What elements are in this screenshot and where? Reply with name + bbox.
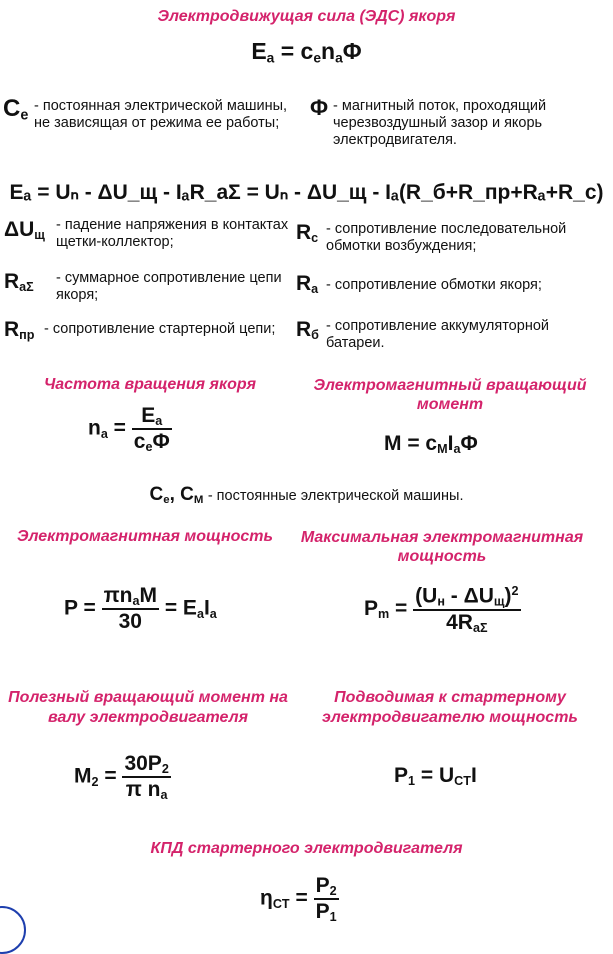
formula-voltage: Eₐ = Uₙ - ΔU_щ - IₐR_aΣ = Uₙ - ΔU_щ - Iₐ(R_б+R_пр+Rₐ+R_c) — [9, 181, 604, 204]
heading-useful-torque: Полезный вращающий момент на валу электродвигателя — [8, 689, 288, 726]
phi-symbol: Φ — [310, 95, 329, 120]
formula-torque: $M = c_MI_a\Phi$ — [384, 432, 478, 457]
formula-input-power: $P_1 = U_{CT}I$ — [394, 764, 477, 789]
heading-input-power: Подводимая к стартерному электродвигателю мощность — [322, 689, 578, 726]
r-pr-symbol: $R_{пр}$ — [4, 318, 35, 343]
decorative-circle — [0, 906, 26, 954]
heading-emf: Электродвижущая сила (ЭДС) якоря — [157, 8, 456, 25]
constants-line: $C_e$, $C_M$ - постоянные электрической машины. — [149, 484, 464, 506]
formula-power: P = $\frac{\pi n_aM}{30}$ = $E_aI_a$ — [64, 584, 217, 634]
heading-efficiency: КПД стартерного электродвигателя — [150, 840, 463, 857]
heading-max-power: Максимальная электромагнитная мощность — [300, 529, 584, 565]
formula-useful-torque: $M_2$ = $\frac{30P_2}{\pi n_a}$ — [74, 752, 169, 803]
r-a-symbol: $R_a$ — [296, 272, 319, 297]
r-b-description: - сопротивление аккумуляторной батареи. — [326, 318, 549, 351]
delta-u-symbol: $\Delta U_щ$ — [4, 218, 45, 243]
formula-speed: $n_a$ = $\frac{E_a}{c_e\Phi}$ — [88, 404, 170, 455]
formula-efficiency: $\eta_{CT}$ = $\frac{P_2}{P_1}$ — [260, 874, 337, 925]
r-a-description: - сопротивление обмотки якоря; — [326, 277, 542, 293]
heading-torque: Электромагнитный вращающий момент — [313, 377, 587, 413]
ce-description: - постоянная электрической машины, не зависящая от режима ее работы; — [34, 98, 288, 131]
r-c-symbol: $R_c$ — [296, 221, 319, 246]
phi-description: - магнитный поток, проходящий черезвоздушный зазор и якорь электродвигателя. — [333, 98, 547, 148]
r-a-sigma-description: - суммарное сопротивление цепи якоря; — [56, 270, 282, 303]
heading-speed: Частота вращения якоря — [43, 376, 257, 393]
formula-emf: $E_a = c_en_a\Phi$ — [251, 38, 362, 66]
formula-max-power: $P_m$ = $\frac{(U_н - \Delta U_щ)^2}{4R_{a\Sigma}}$ — [364, 584, 519, 635]
delta-u-description: - падение напряжения в контактах щетки-коллектор; — [56, 217, 289, 250]
r-b-symbol: $R_б$ — [296, 318, 319, 343]
heading-power: Электромагнитная мощность — [16, 528, 274, 545]
r-c-description: - сопротивление последовательной обмотки возбуждения; — [326, 221, 567, 254]
ce-symbol: $C_e$ — [3, 95, 29, 124]
r-a-sigma-symbol: $R_{a\Sigma}$ — [4, 270, 34, 295]
r-pr-description: - сопротивление стартерной цепи; — [44, 321, 276, 337]
